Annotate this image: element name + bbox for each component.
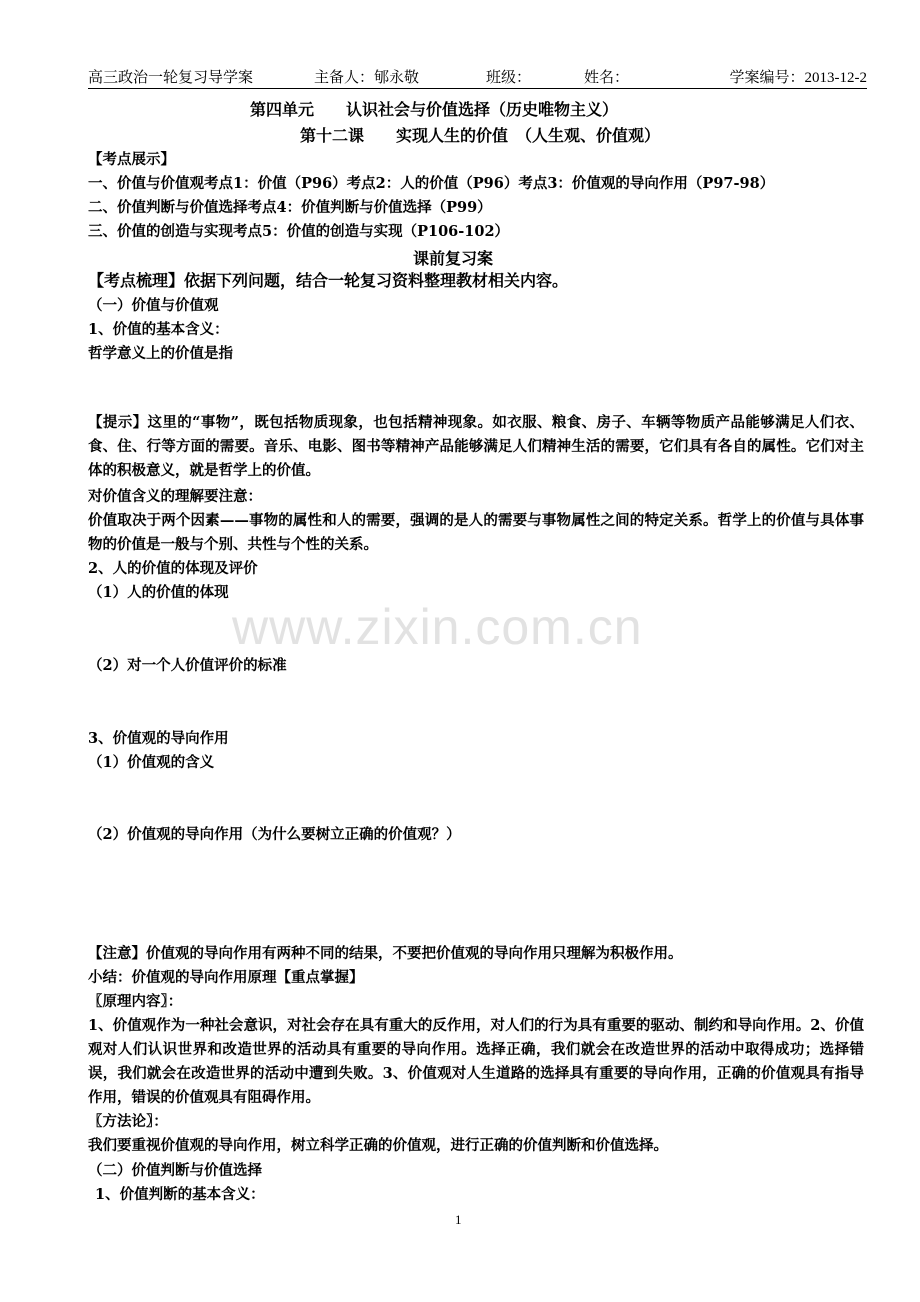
watermark: www.zixin.com.cn xyxy=(232,599,643,655)
section-title: 课前复习案 xyxy=(413,249,494,268)
question-3-1: （1）价值观的含义 xyxy=(88,754,215,771)
summary-line: 小结：价值观的导向作用原理【重点掌握】 xyxy=(88,969,364,986)
tip-paragraph: 【提示】这里的“事物”，既包括物质现象，也包括精神现象。如衣服、粮食、房子、车辆等物质产品能够满足人们衣、食、住、行等方面的需要。音乐、电影、图书等精神产品能够满足人们精神生活的需要，它们具有各自的属性。它们对主体的积极意义，就是哲学上的价值。 xyxy=(88,414,864,479)
question-2-1: （1）人的价值的体现 xyxy=(88,584,229,601)
method-label: 〖方法论〗： xyxy=(88,1113,168,1130)
method-text: 我们要重视价值观的导向作用，树立科学正确的价值观，进行正确的价值判断和价值选择。 xyxy=(88,1137,668,1154)
course-name: 高三政治一轮复习导学案 xyxy=(88,70,254,86)
doc-number: 学案编号：2013-12-2 xyxy=(729,70,867,86)
exam-point-1: 一、价值与价值观考点1：价值（P96）考点2：人的价值（P96）考点3：价值观的导向作用（P97-98） xyxy=(88,175,775,192)
question-1-prompt: 哲学意义上的价值是指 xyxy=(88,345,233,362)
preparer: 主备人：郇永敬 xyxy=(314,70,420,86)
part2-heading: （二）价值判断与价值选择 xyxy=(88,1162,262,1179)
principle-paragraph: 1、价值观作为一种社会意识，对社会存在具有重大的反作用，对人们的行为具有重要的驱动、制约和导向作用。2、价值观对人们认识世界和改造世界的活动具有重要的导向作用。选择正确，我们就会在改造世界的活动中取得成功；选择错误，我们就会在改造世界的活动中遭到失败。3、价值观对人生道路的选择具有重要的导向作用，正确的价值观具有指导作用，错误的价值观具有阻碍作用。 xyxy=(88,1017,864,1106)
note-paragraph: 价值取决于两个因素——事物的属性和人的需要，强调的是人的需要与事物属性之间的特定关系。哲学上的价值与具体事物的价值是一般与个别、共性与个性的关系。 xyxy=(88,512,864,553)
name-label: 姓名： xyxy=(584,70,630,86)
principle-label: 〖原理内容〗： xyxy=(88,993,183,1010)
exam-points-heading: 【考点展示】 xyxy=(88,151,175,168)
question-2: 2、人的价值的体现及评价 xyxy=(88,560,258,577)
exam-point-3: 三、价值的创造与实现考点5：价值的创造与实现（P106-102） xyxy=(88,223,510,240)
unit-title: 第四单元 认识社会与价值选择（历史唯物主义） xyxy=(250,100,619,119)
part1-heading: （一）价值与价值观 xyxy=(88,297,219,314)
intro-line: 【考点梳理】依据下列问题，结合一轮复习资料整理教材相关内容。 xyxy=(88,271,569,290)
page-header xyxy=(88,66,867,89)
lesson-title: 第十二课 实现人生的价值 （人生观、价值观） xyxy=(300,126,661,145)
part2-question-1: 1、价值判断的基本含义： xyxy=(95,1186,265,1203)
question-3-2: （2）价值观的导向作用（为什么要树立正确的价值观？） xyxy=(88,826,461,843)
class-label: 班级： xyxy=(486,70,532,86)
question-1: 1、价值的基本含义： xyxy=(88,321,229,338)
exam-point-2: 二、价值判断与价值选择考点4：价值判断与价值选择（P99） xyxy=(88,199,492,216)
question-3: 3、价值观的导向作用 xyxy=(88,730,229,747)
page-number: 1 xyxy=(455,1212,462,1227)
note-heading: 对价值含义的理解要注意： xyxy=(88,488,262,505)
attention-note: 【注意】价值观的导向作用有两种不同的结果，不要把价值观的导向作用只理解为积极作用。 xyxy=(88,945,683,962)
question-2-2: （2）对一个人价值评价的标准 xyxy=(88,657,287,674)
